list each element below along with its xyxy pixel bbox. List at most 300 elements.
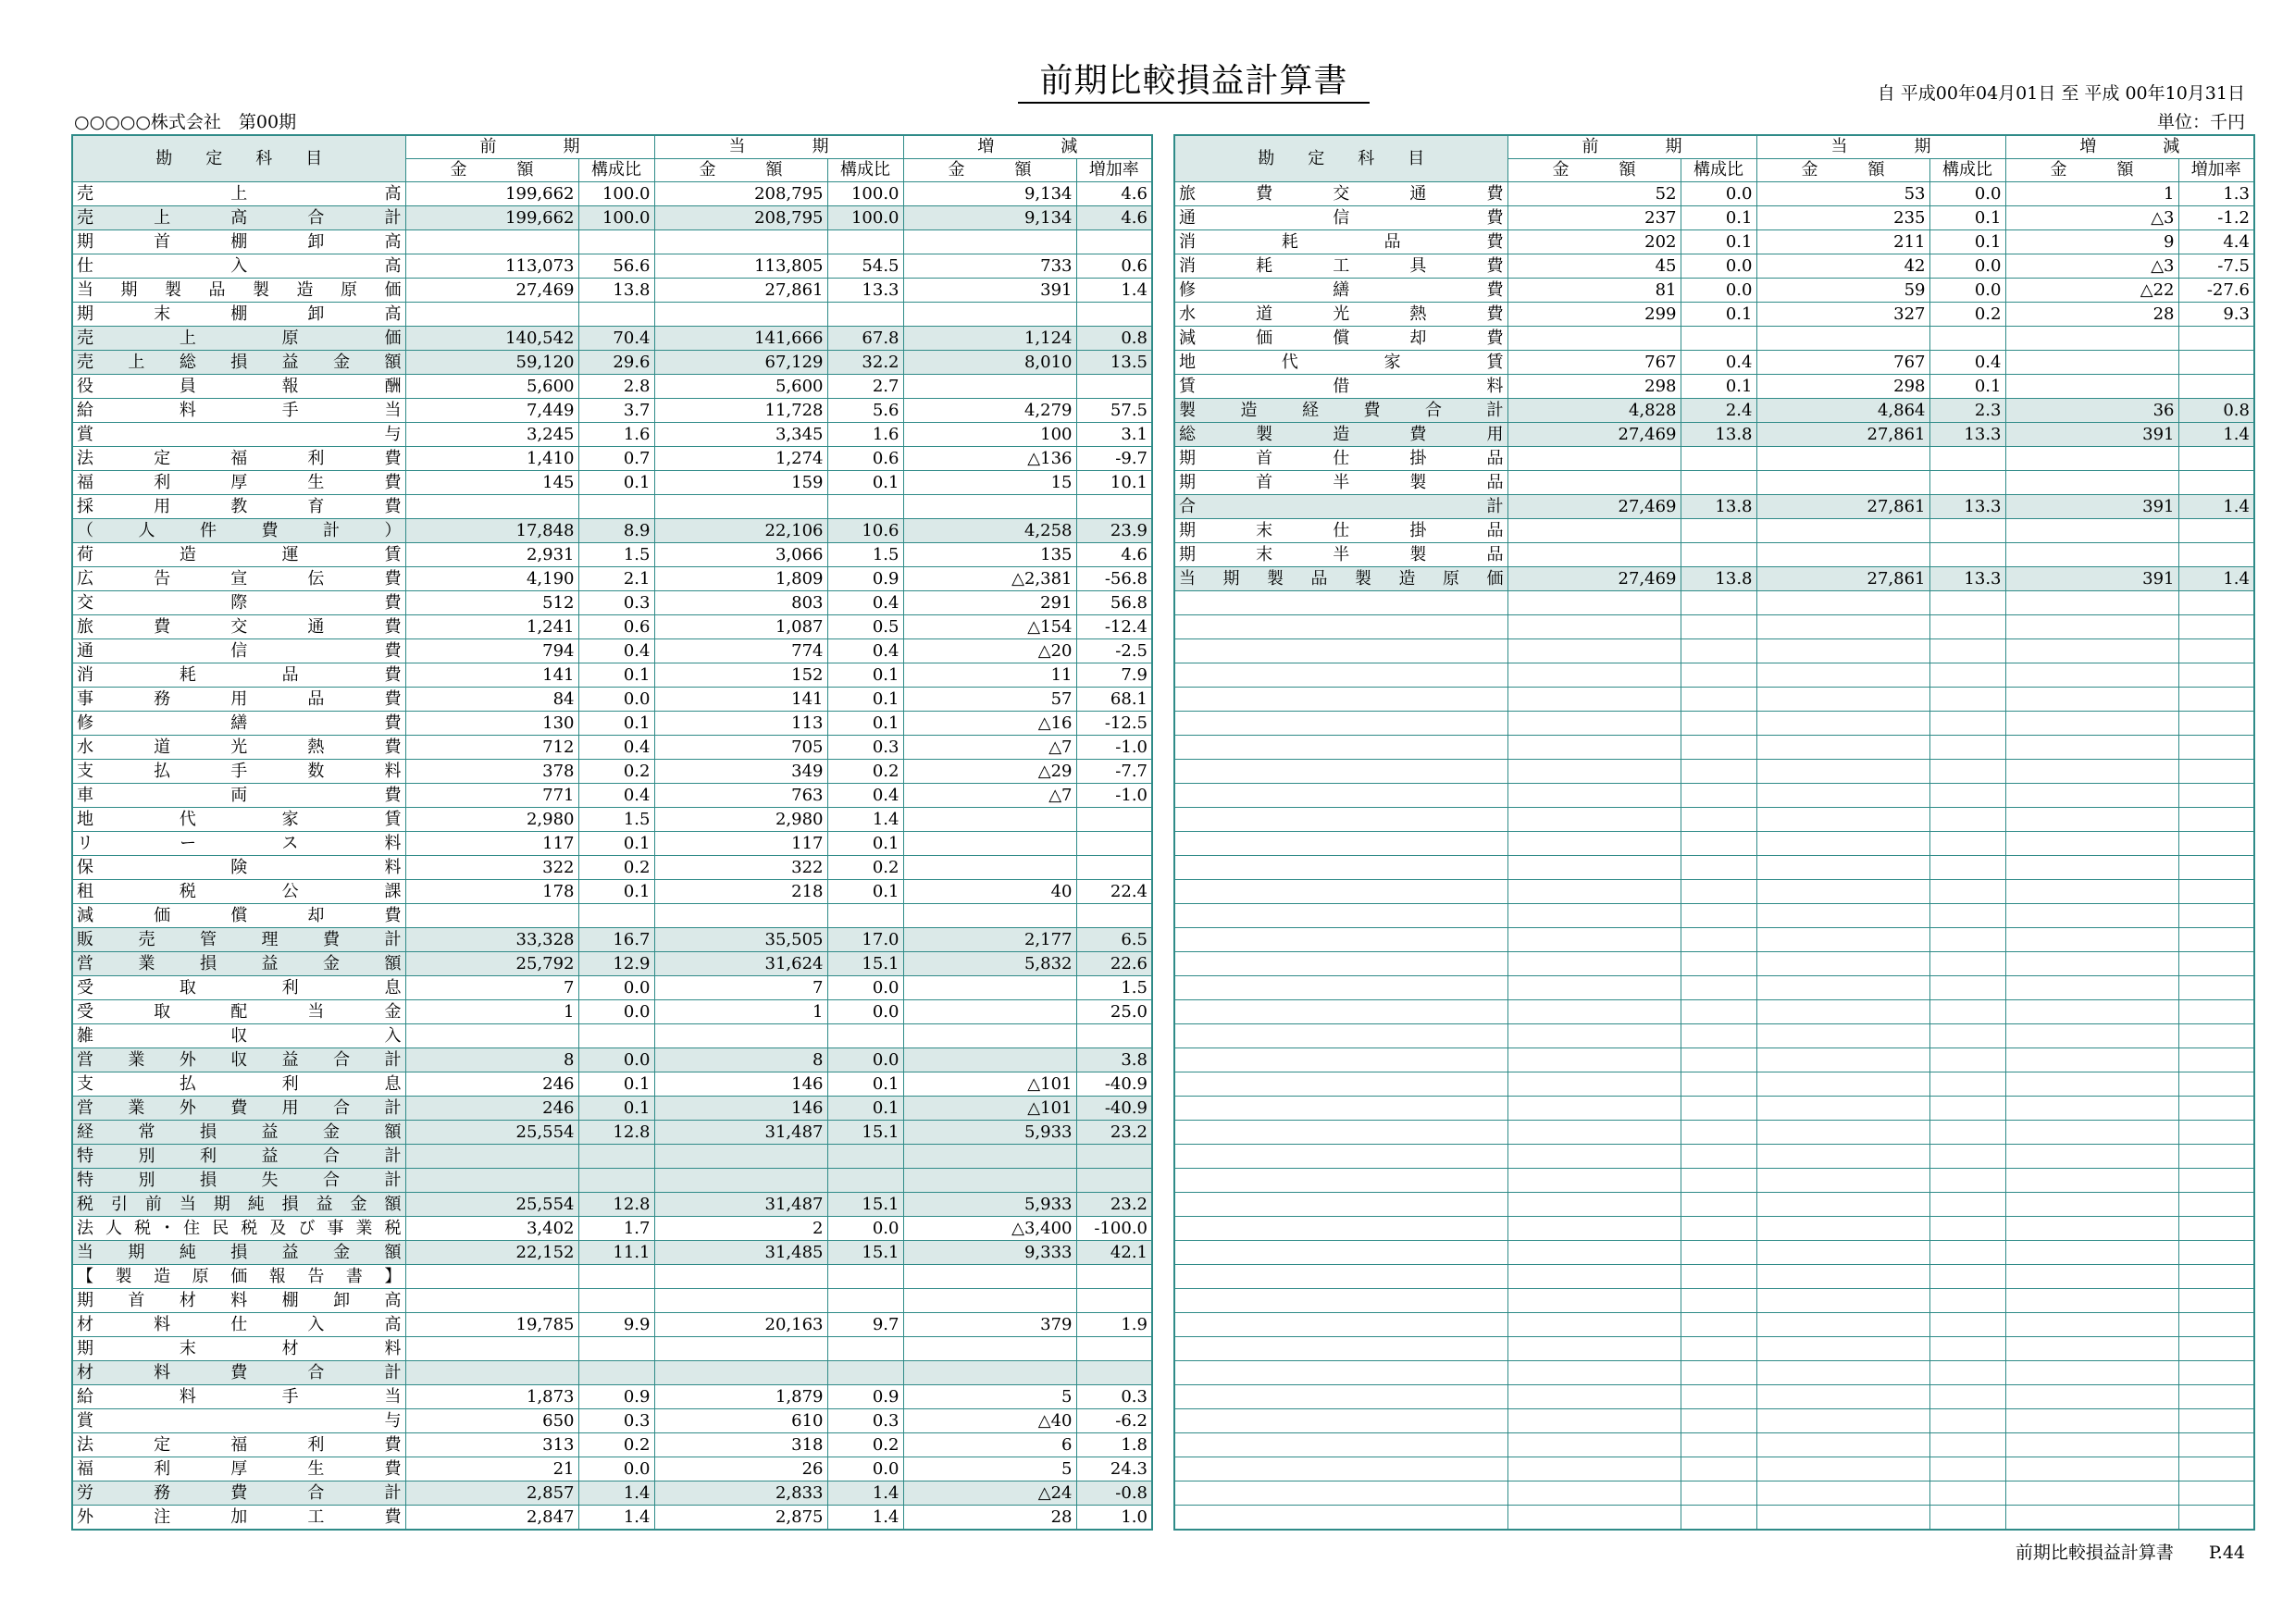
empty-row [1174,1506,2254,1531]
prev-ratio-cell: 0.0 [1681,254,1756,279]
diff-amount-cell: 5 [903,1457,1076,1481]
empty-row [1174,952,2254,976]
empty-cell [1681,1097,1756,1121]
empty-cell [1929,1024,2005,1048]
table-row [72,471,1152,495]
account-label: 売上高 [72,182,405,206]
curr-ratio-cell: 10.6 [827,519,903,543]
prev-amount-cell: 22,152 [405,1241,578,1265]
empty-cell [1174,1433,1507,1457]
diff-rate-cell: -40.9 [1076,1072,1152,1097]
account-label: 消耗品費 [72,663,405,688]
prev-ratio-cell: 13.8 [578,279,654,303]
prev-ratio-cell: 0.4 [578,639,654,663]
prev-ratio-cell: 12.9 [578,952,654,976]
table-row [72,1361,1152,1385]
prev-amount-cell: 4,828 [1507,399,1681,423]
curr-amount-cell: 298 [1756,375,1929,399]
diff-rate-cell [2178,447,2254,471]
curr-ratio-cell: 15.1 [827,1241,903,1265]
empty-cell [1681,1506,1756,1531]
account-label: 荷造運賃 [72,543,405,567]
curr-ratio-cell: 9.7 [827,1313,903,1337]
empty-cell [1507,1313,1681,1337]
prev-amount-cell: 3,245 [405,423,578,447]
diff-rate-cell [1076,1337,1152,1361]
curr-ratio-cell [1929,471,2005,495]
prev-amount-cell: 8 [405,1048,578,1072]
prev-amount-cell: 246 [405,1097,578,1121]
table-row [72,1169,1152,1193]
curr-amount-cell [1756,327,1929,351]
empty-cell [2178,976,2254,1000]
account-label: 役員報酬 [72,375,405,399]
diff-amount-cell: △29 [903,760,1076,784]
empty-cell [1507,736,1681,760]
prev-amount-cell [405,1337,578,1361]
empty-cell [1929,1145,2005,1169]
prev-ratio-cell [578,495,654,519]
empty-cell [1929,688,2005,712]
diff-amount-cell: △20 [903,639,1076,663]
empty-cell [1174,1217,1507,1241]
empty-cell [1756,856,1929,880]
empty-cell [2005,1072,2178,1097]
empty-cell [1756,688,1929,712]
account-label: 福利厚生費 [72,1457,405,1481]
curr-ratio-cell: 0.9 [827,1385,903,1409]
empty-cell [1174,1313,1507,1337]
prev-amount-cell [1507,447,1681,471]
prev-amount-cell [405,1289,578,1313]
diff-rate-cell: -0.8 [1076,1481,1152,1506]
diff-rate-cell [1076,832,1152,856]
diff-amount-cell: △101 [903,1097,1076,1121]
empty-cell [1756,1289,1929,1313]
diff-amount-cell: △154 [903,615,1076,639]
curr-amount-cell: 42 [1756,254,1929,279]
empty-cell [1681,1169,1756,1193]
header-amount: 金 額 [405,159,578,182]
empty-cell [1681,1024,1756,1048]
prev-ratio-cell: 8.9 [578,519,654,543]
diff-amount-cell: △22 [2005,279,2178,303]
empty-cell [1929,1121,2005,1145]
empty-row [1174,1241,2254,1265]
table-row [72,1313,1152,1337]
curr-ratio-cell: 0.0 [827,1457,903,1481]
diff-rate-cell: 3.1 [1076,423,1152,447]
table-row [72,976,1152,1000]
diff-rate-cell: -40.9 [1076,1097,1152,1121]
diff-rate-cell: -12.4 [1076,615,1152,639]
prev-ratio-cell [578,303,654,327]
table-row [72,1097,1152,1121]
empty-cell [1507,1433,1681,1457]
prev-ratio-cell: 1.4 [578,1506,654,1531]
diff-rate-cell: 13.5 [1076,351,1152,375]
prev-ratio-cell: 0.0 [1681,279,1756,303]
prev-amount-cell: 113,073 [405,254,578,279]
empty-cell [2178,832,2254,856]
prev-amount-cell: 199,662 [405,206,578,230]
empty-cell [1174,1193,1507,1217]
diff-rate-cell: 22.6 [1076,952,1152,976]
account-label: 水道光熱費 [1174,303,1507,327]
empty-cell [2178,688,2254,712]
prev-amount-cell [405,495,578,519]
table-row [1174,423,2254,447]
empty-row [1174,1433,2254,1457]
curr-amount-cell [654,303,827,327]
table-row [72,1121,1152,1145]
account-label: 期末仕掛品 [1174,519,1507,543]
curr-amount-cell: 152 [654,663,827,688]
empty-cell [2005,904,2178,928]
diff-rate-cell: 6.5 [1076,928,1152,952]
table-row [72,832,1152,856]
curr-ratio-cell: 0.0 [827,1048,903,1072]
empty-cell [2178,1265,2254,1289]
prev-amount-cell: 25,554 [405,1193,578,1217]
prev-ratio-cell [578,1024,654,1048]
account-label: 製造経費合計 [1174,399,1507,423]
prev-ratio-cell [1681,543,1756,567]
curr-amount-cell: 318 [654,1433,827,1457]
diff-amount-cell [903,1337,1076,1361]
prev-ratio-cell: 56.6 [578,254,654,279]
empty-cell [1174,928,1507,952]
empty-cell [2005,880,2178,904]
empty-cell [1681,1289,1756,1313]
prev-ratio-cell: 0.4 [1681,351,1756,375]
prev-ratio-cell: 0.3 [578,591,654,615]
header-rate: 増加率 [1076,159,1152,182]
diff-rate-cell: -6.2 [1076,1409,1152,1433]
empty-cell [1174,832,1507,856]
curr-amount-cell: 31,487 [654,1121,827,1145]
prev-ratio-cell: 0.1 [578,712,654,736]
prev-amount-cell: 84 [405,688,578,712]
empty-cell [1681,928,1756,952]
unit-label: 単位：千円 [2156,112,2245,132]
diff-amount-cell: △3 [2005,254,2178,279]
diff-rate-cell: 56.8 [1076,591,1152,615]
empty-cell [1681,1385,1756,1409]
account-label: 経常損益金額 [72,1121,405,1145]
curr-ratio-cell: 0.1 [827,663,903,688]
empty-cell [1507,808,1681,832]
empty-cell [1174,1121,1507,1145]
diff-amount-cell: 1,124 [903,327,1076,351]
account-label: （人件費計） [72,519,405,543]
empty-cell [1174,808,1507,832]
curr-amount-cell: 113,805 [654,254,827,279]
diff-rate-cell [2178,519,2254,543]
empty-cell [1756,1121,1929,1145]
curr-ratio-cell: 0.1 [1929,375,2005,399]
diff-amount-cell: △24 [903,1481,1076,1506]
diff-rate-cell: -9.7 [1076,447,1152,471]
diff-rate-cell [1076,1265,1152,1289]
empty-cell [1929,1097,2005,1121]
curr-amount-cell [654,230,827,254]
diff-amount-cell: 5,832 [903,952,1076,976]
account-label: 通信費 [72,639,405,663]
empty-cell [1929,1385,2005,1409]
diff-amount-cell [903,808,1076,832]
empty-cell [1174,1457,1507,1481]
account-label: 租税公課 [72,880,405,904]
table-row [1174,182,2254,206]
curr-ratio-cell: 13.3 [827,279,903,303]
diff-rate-cell [1076,230,1152,254]
prev-ratio-cell: 0.9 [578,1385,654,1409]
curr-amount-cell: 27,861 [1756,567,1929,591]
page-number: P.44 [2208,1543,2245,1563]
empty-row [1174,1169,2254,1193]
diff-rate-cell: -1.2 [2178,206,2254,230]
prev-ratio-cell: 13.8 [1681,423,1756,447]
empty-cell [1929,832,2005,856]
prev-amount-cell [405,303,578,327]
table-row [1174,543,2254,567]
curr-ratio-cell: 0.3 [827,736,903,760]
account-label: 福利厚生費 [72,471,405,495]
empty-cell [1681,736,1756,760]
prev-amount-cell [1507,543,1681,567]
empty-cell [2178,1313,2254,1337]
table-row [1174,567,2254,591]
empty-cell [1929,1409,2005,1433]
prev-amount-cell: 2,857 [405,1481,578,1506]
empty-cell [1929,880,2005,904]
curr-amount-cell: 2,833 [654,1481,827,1506]
empty-cell [1681,760,1756,784]
prev-ratio-cell: 1.7 [578,1217,654,1241]
prev-amount-cell: 712 [405,736,578,760]
prev-amount-cell: 767 [1507,351,1681,375]
curr-ratio-cell: 0.0 [827,976,903,1000]
empty-cell [2005,808,2178,832]
curr-amount-cell: 4,864 [1756,399,1929,423]
account-label: 特別損失合計 [72,1169,405,1193]
curr-amount-cell [654,1169,827,1193]
curr-amount-cell: 26 [654,1457,827,1481]
prev-amount-cell: 33,328 [405,928,578,952]
diff-amount-cell: 391 [2005,423,2178,447]
curr-ratio-cell: 0.2 [1929,303,2005,327]
diff-rate-cell [1076,1145,1152,1169]
account-label: 車両費 [72,784,405,808]
curr-ratio-cell [827,303,903,327]
account-label: 期首棚卸高 [72,230,405,254]
curr-ratio-cell: 0.2 [827,856,903,880]
empty-cell [1756,712,1929,736]
diff-amount-cell: △7 [903,736,1076,760]
empty-cell [1756,1265,1929,1289]
curr-amount-cell [654,904,827,928]
curr-amount-cell: 349 [654,760,827,784]
empty-cell [1174,856,1507,880]
prev-ratio-cell: 0.1 [578,1097,654,1121]
table-row [72,784,1152,808]
curr-amount-cell: 7 [654,976,827,1000]
prev-amount-cell [405,1265,578,1289]
empty-cell [1929,639,2005,663]
diff-amount-cell [903,832,1076,856]
prev-ratio-cell [1681,471,1756,495]
curr-ratio-cell [827,1361,903,1385]
empty-cell [2005,784,2178,808]
empty-row [1174,1313,2254,1337]
prev-ratio-cell [578,1145,654,1169]
empty-cell [2005,663,2178,688]
period-range: 自 平成00年04月01日 至 平成 00年10月31日 [1877,83,2245,104]
curr-amount-cell: 2,875 [654,1506,827,1531]
account-label: 地代家賃 [72,808,405,832]
curr-amount-cell: 208,795 [654,206,827,230]
empty-cell [1507,1361,1681,1385]
empty-cell [1756,639,1929,663]
empty-cell [2005,1265,2178,1289]
account-label: 営業外費用合計 [72,1097,405,1121]
header-prev: 前 期 [1507,135,1756,159]
header-diff: 増 減 [2005,135,2254,159]
prev-ratio-cell [578,230,654,254]
diff-rate-cell: 1.0 [1076,1506,1152,1531]
prev-ratio-cell: 9.9 [578,1313,654,1337]
table-row [1174,375,2254,399]
empty-cell [1507,784,1681,808]
empty-cell [1174,615,1507,639]
prev-ratio-cell: 0.1 [578,880,654,904]
prev-ratio-cell: 0.2 [578,856,654,880]
curr-amount-cell: 3,345 [654,423,827,447]
empty-row [1174,1289,2254,1313]
curr-ratio-cell [827,1337,903,1361]
empty-cell [1681,1241,1756,1265]
empty-cell [1756,928,1929,952]
curr-amount-cell: 211 [1756,230,1929,254]
curr-amount-cell: 1,087 [654,615,827,639]
empty-row [1174,615,2254,639]
empty-cell [1174,880,1507,904]
curr-ratio-cell: 54.5 [827,254,903,279]
account-label: 消耗工具費 [1174,254,1507,279]
company-name: ○○○○○株式会社 第00期 [74,112,297,132]
empty-cell [1681,904,1756,928]
diff-rate-cell [1076,1169,1152,1193]
empty-cell [2005,760,2178,784]
empty-cell [1507,688,1681,712]
empty-cell [2178,760,2254,784]
empty-cell [2005,928,2178,952]
curr-ratio-cell: 0.0 [827,1217,903,1241]
table-row [72,1289,1152,1313]
empty-cell [1507,1145,1681,1169]
prev-ratio-cell: 13.8 [1681,495,1756,519]
curr-ratio-cell [1929,447,2005,471]
diff-amount-cell: 733 [903,254,1076,279]
empty-cell [2005,688,2178,712]
empty-cell [1681,688,1756,712]
empty-cell [1174,1169,1507,1193]
curr-ratio-cell: 13.3 [1929,423,2005,447]
diff-amount-cell: 9,333 [903,1241,1076,1265]
table-row [72,904,1152,928]
diff-amount-cell [903,230,1076,254]
curr-amount-cell: 31,487 [654,1193,827,1217]
diff-amount-cell [903,976,1076,1000]
table-row [72,1241,1152,1265]
table-row [72,303,1152,327]
table-row [1174,519,2254,543]
table-row [72,1072,1152,1097]
empty-cell [1929,760,2005,784]
empty-cell [2178,1506,2254,1531]
empty-cell [1174,639,1507,663]
prev-amount-cell: 378 [405,760,578,784]
empty-cell [1507,856,1681,880]
diff-amount-cell: 11 [903,663,1076,688]
curr-ratio-cell: 0.1 [1929,230,2005,254]
curr-amount-cell: 1 [654,1000,827,1024]
curr-ratio-cell: 15.1 [827,952,903,976]
curr-ratio-cell: 1.4 [827,808,903,832]
prev-ratio-cell: 0.4 [578,784,654,808]
empty-cell [1929,904,2005,928]
prev-ratio-cell: 0.6 [578,615,654,639]
account-label: 通信費 [1174,206,1507,230]
curr-amount-cell: 767 [1756,351,1929,375]
table-row [72,206,1152,230]
empty-cell [1756,591,1929,615]
prev-ratio-cell: 12.8 [578,1193,654,1217]
empty-cell [2005,856,2178,880]
account-label: 消耗品費 [1174,230,1507,254]
diff-amount-cell: 391 [903,279,1076,303]
empty-cell [1681,1337,1756,1361]
empty-cell [2178,1241,2254,1265]
diff-amount-cell [903,1145,1076,1169]
curr-ratio-cell: 5.6 [827,399,903,423]
empty-cell [1929,591,2005,615]
account-label: 採用教育費 [72,495,405,519]
diff-rate-cell: 1.5 [1076,976,1152,1000]
curr-ratio-cell [827,1265,903,1289]
curr-ratio-cell: 1.4 [827,1506,903,1531]
curr-ratio-cell: 2.3 [1929,399,2005,423]
account-label: 減価償却費 [1174,327,1507,351]
empty-row [1174,1265,2254,1289]
diff-amount-cell: 291 [903,591,1076,615]
empty-cell [1681,1048,1756,1072]
empty-cell [2178,1000,2254,1024]
diff-amount-cell [2005,519,2178,543]
curr-ratio-cell: 0.1 [827,832,903,856]
prev-amount-cell: 141 [405,663,578,688]
empty-cell [1507,1048,1681,1072]
diff-amount-cell [903,375,1076,399]
empty-cell [1929,663,2005,688]
prev-amount-cell: 145 [405,471,578,495]
empty-cell [2005,1241,2178,1265]
empty-cell [1174,976,1507,1000]
curr-ratio-cell: 13.3 [1929,567,2005,591]
curr-ratio-cell: 0.0 [1929,182,2005,206]
diff-rate-cell: 4.4 [2178,230,2254,254]
